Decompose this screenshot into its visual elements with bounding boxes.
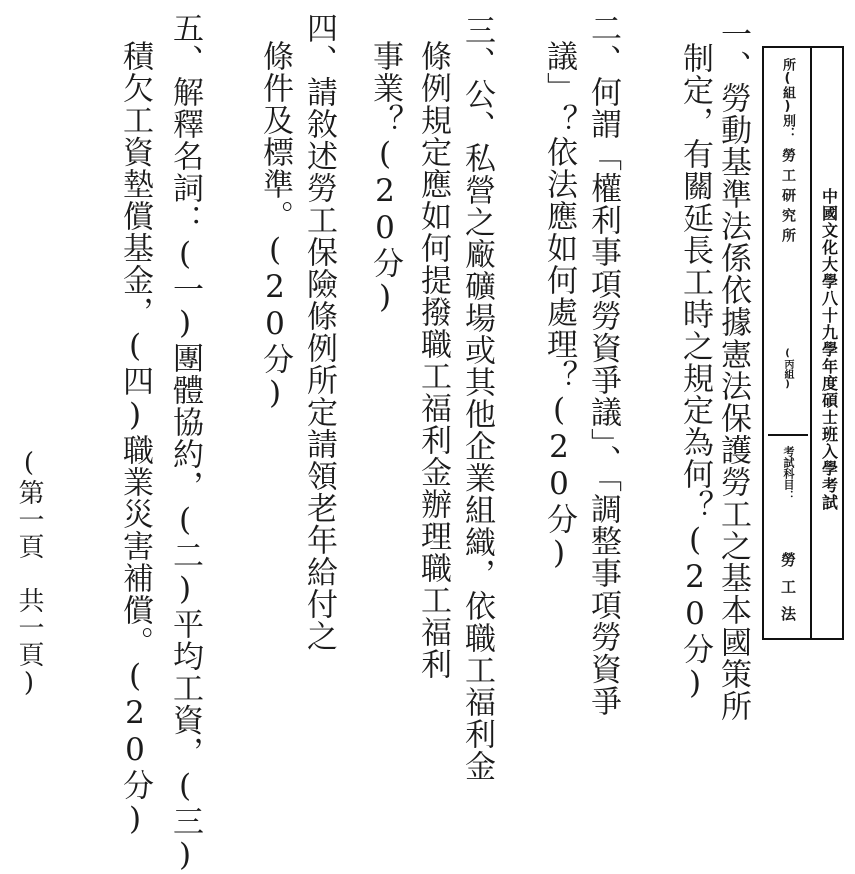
question-2-line-1: 二、何謂「權利事項勞資爭議」、「調整事項勞資爭	[585, 12, 621, 717]
page-footer: (第一頁 共一頁)	[14, 448, 44, 699]
question-5-line-1: 五、解釋名詞：(一)團體協約，(二)平均工資，(三)	[167, 12, 203, 874]
subject-label: 考試科目：	[782, 446, 795, 501]
question-3-line-1: 三、公、私營之廠礦場或其他企業組織，依職工福利金	[459, 14, 495, 782]
department-label: 所(組)別：	[780, 58, 795, 140]
header-divider	[810, 48, 812, 638]
question-5-line-2: 積欠工資墊償基金，(四)職業災害補償。(20分)	[117, 40, 153, 838]
question-4-line-1: 四、請敘述勞工保險條例所定請領老年給付之	[301, 12, 337, 652]
exam-header-box	[762, 46, 844, 640]
subject-value: 勞工法	[779, 552, 797, 633]
exam-title: 中國文化大學八十九學年度碩士班入學考試	[819, 188, 839, 511]
subject-divider	[768, 434, 808, 436]
question-3-line-3: 事業？(20分)	[367, 40, 403, 316]
question-2-line-2: 議」？依法應如何處理？(20分)	[541, 40, 577, 572]
question-4-line-2: 條件及標準。(20分)	[257, 40, 293, 412]
department-value: 勞工研究所	[780, 148, 796, 248]
question-3-line-2: 條例規定應如何提撥職工福利金辦理職工福利	[415, 40, 451, 680]
question-1-line-1: 一、勞動基準法係依據憲法保護勞工之基本國策所	[715, 18, 751, 722]
group-label: (丙組)	[782, 348, 793, 390]
question-1-line-2: 制定，有關延長工時之規定為何？(20分)	[677, 42, 713, 702]
